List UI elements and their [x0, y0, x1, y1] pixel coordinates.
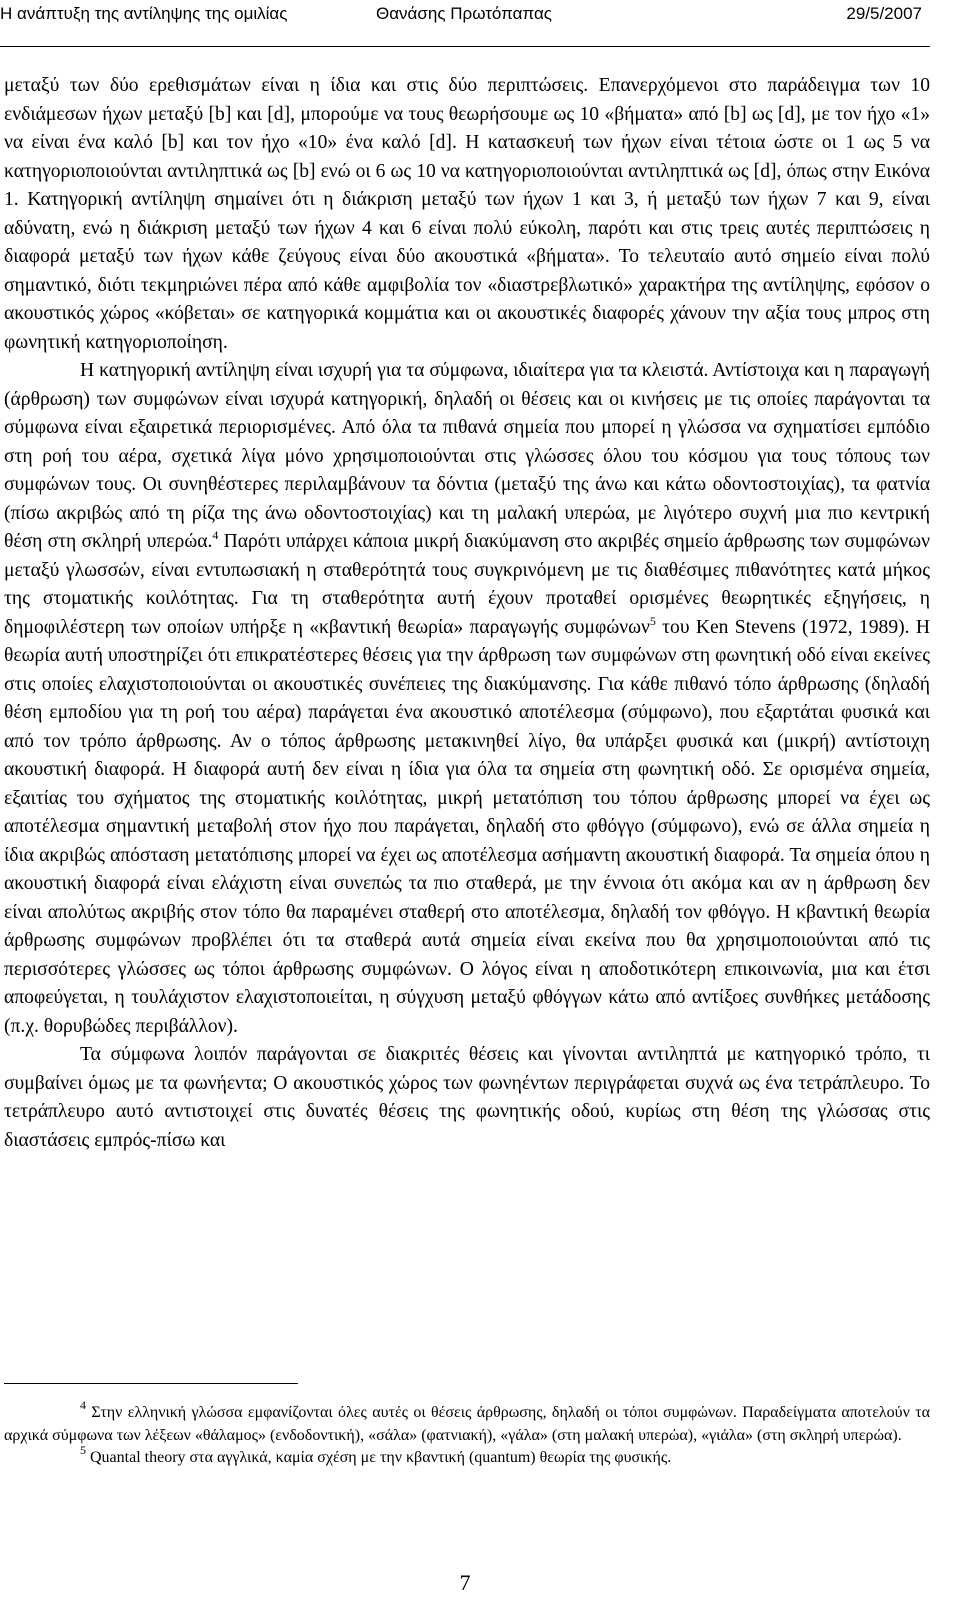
paragraph-3: Τα σύμφωνα λοιπόν παράγονται σε διακριτές θέσεις και γίνονται αντιληπτά με κατηγορικό τρόπο, τι συμβαίνει όμως με τα φωνήεντα; Ο ακουστικός χώρος των φωνηέντων περιγράφεται συχνά ως ένα τετράπλευρο. Το τετράπλευρο αυτό αντιστοιχεί στις δυνατές θέσεις της φωνητικής οδού, κυρίως στη θέση της γλώσσας στις διαστάσεις εμπρός-πίσω και	[4, 1044, 930, 1151]
footnote-separator	[4, 1383, 298, 1384]
paragraph-2-part-c: του Ken Stevens (1972, 1989). Η θεωρία αυτή υποστηρίζει ότι επικρατέστερες θέσεις για την άρθρωση των συμφώνων στη φωνητική οδό είναι εκείνες στις οποίες ελαχιστοποιούνται οι ακουστικές συνέπειες της διακύμανσης. Για κάθε πιθανό τόπο άρθρωσης (δηλαδή θέση εμποδίου για τη ροή του αέρα) παράγεται ένα ακουστικό αποτέλεσμα (σύμφωνο), που εξαρτάται φυσικά και από τον τρόπο άρθρωσης. Αν ο τόπος άρθρωσης μετακινηθεί λίγο, θα υπάρξει φυσικά και (μικρή) αντίστοιχη ακουστική διαφορά. Η διαφορά αυτή δεν είναι η ίδια για όλα τα σημεία στη φωνητική οδό. Σε ορισμένα σημεία, εξαιτίας του σχήματος της στοματικής κοιλότητας, μικρή μετατόπιση του τόπου άρθρωσης μπορεί να έχει ως αποτέλεσμα σημαντική μεταβολή στον ήχο που παράγεται, δηλαδή στο φθόγγο (σύμφωνο), ενώ σε άλλα σημεία η ίδια ακριβώς απόσταση μετατόπισης μπορεί να έχει ως αποτέλεσμα ασήμαντη ακουστική διαφορά. Τα σημεία όπου η ακουστική διαφορά είναι ελάχιστη είναι συνεπώς τα πιο σταθερά, με την έννοια ότι ακόμα και αν η άρθρωση δεν είναι απολύτως ακριβής στον τόπο θα παραμένει σταθερή στο αποτέλεσμα, δηλαδή τον φθόγγο. Η κβαντική θεωρία άρθρωσης συμφώνων προβλέπει ότι τα σταθερά αυτά σημεία είναι εκείνα που θα χρησιμοποιούνται από τις περισσότερες γλώσσες ως τόποι άρθρωσης συμφώνων. Ο λόγος είναι η αποδοτικότερη επικοινωνία, μια και έτσι αποφεύγεται, η τουλάχιστον ελαχιστοποιείται, η σύγχυση μεταξύ φθόγγων κάτω από αντίξοες συνθήκες μετάδοσης (π.χ. θορυβώδες περιβάλλον).	[4, 616, 930, 1037]
paragraph-2-part-a: Η κατηγορική αντίληψη είναι ισχυρή για τα σύμφωνα, ιδιαίτερα για τα κλειστά. Αντίστοιχα και η παραγωγή (άρθρωση) των συμφώνων είναι ισχυρά κατηγορική, δηλαδή οι θέσεις και οι κινήσεις με τις οποίες παράγονται τα σύμφωνα είναι εξαιρετικά περιορισμένες. Από όλα τα πιθανά σημεία που μπορεί η γλώσσα να σχηματίσει εμπόδιο στη ροή του αέρα, σχετικά λίγα μόνο χρησιμοποιούνται στις γλώσσες όλου του κόσμου για τους τόπους των συμφώνων τους. Οι συνηθέστερες περιλαμβάνουν τα δόντια (μεταξύ της άνω και κάτω οδοντοστοιχίας), τα φατνία (πίσω ακριβώς από τη ρίζα της άνω οδοντοστοιχίας) και τη μαλακή υπερώα, με λιγότερο συχνή μια πιο κεντρική θέση στη σκληρή υπερώα.	[4, 360, 930, 552]
page-number: 7	[459, 1570, 471, 1595]
footnote-4	[4, 1398, 930, 1447]
footnotes	[4, 1398, 930, 1470]
footnote-4-text: Στην ελληνική γλώσσα εμφανίζονται όλες αυτές οι θέσεις άρθρωσης, δηλαδή οι τόποι συμφώνων. Παραδείγματα αποτελούν τα αρχικά σύμφωνα των λέξεων «θάλαμος» (ενδοδοντική), «σάλα» (φατνιακή), «γάλα» (στη μαλακή υπερώα), «γιάλα» (στη σκληρή υπερώα).	[4, 1404, 930, 1444]
paragraph-2	[4, 357, 930, 1041]
paragraph-2-part-b: Παρότι υπάρχει κάποια μικρή διακύμανση στο ακριβές σημείο άρθρωσης των συμφώνων μεταξύ γλωσσών, είναι εντυπωσιακή η σταθερότητά τους συγκρινόμενη με τις διαθέσιμες πιθανότητες κατά μήκος της στοματικής κοιλότητας. Για τη σταθερότητα αυτή έχουν προταθεί ορισμένες θεωρητικές εξηγήσεις, η δημοφιλέστερη των οποίων υπήρξε η «κβαντική θεωρία» παραγωγής συμφώνων	[4, 531, 930, 638]
footnote-4-number: 4	[80, 1398, 86, 1412]
header-author: Θανάσης Πρωτόπαπας	[376, 4, 552, 23]
footnote-5-reference[interactable]: 5	[649, 613, 656, 628]
main-text	[4, 72, 930, 1155]
header-title: Η ανάπτυξη της αντίληψης της ομιλίας	[0, 4, 288, 23]
footnote-5	[4, 1443, 930, 1470]
footnote-4-reference[interactable]: 4	[212, 528, 219, 542]
footnote-5-number: 5	[80, 1443, 86, 1457]
running-header	[0, 0, 930, 47]
footnote-5-text: Quantal theory στα αγγλικά, καμία σχέση με την κβαντική (quantum) θεωρία της φυσικής.	[86, 1449, 672, 1466]
paragraph-1: μεταξύ των δύο ερεθισμάτων είναι η ίδια και στις δύο περιπτώσεις. Επανερχόμενοι στο παράδειγμα των 10 ενδιάμεσων ήχων μεταξύ [b] και [d], μπορούμε να τους θεωρήσουμε ως 10 «βήματα» από [b] ως [d], με τον ήχο «1» να είναι ένα καλό [b] και τον ήχο «10» ένα καλό [d]. Η κατασκευή των ήχων είναι τέτοια ώστε οι 1 ως 5 να κατηγοριοποιούνται αντιληπτικά ως [b] ενώ οι 6 ως 10 να κατηγοριοποιούνται αντιληπτικά ως [d], όπως στην Εικόνα 1. Κατηγορική αντίληψη σημαίνει ότι η διάκριση μεταξύ των ήχων 1 και 3, ή μεταξύ των ήχων 7 και 9, είναι αδύνατη, ενώ η διάκριση μεταξύ των ήχων 4 και 6 είναι πολύ εύκολη, παρότι και στις τρεις αυτές περιπτώσεις η διαφορά μεταξύ των ήχων κάθε ζεύγους είναι δύο ακουστικά «βήματα». Το τελευταίο αυτό σημείο είναι πολύ σημαντικό, διότι τεκμηριώνει πέρα από κάθε αμφιβολία τον «διαστρεβλωτικό» χαρακτήρα της αντίληψης, εφόσον ο ακουστικός χώρος «κόβεται» σε κατηγορικά κομμάτια και οι ακουστικές διαφορές χάνουν την αξία τους μπρος στη φωνητική κατηγοριοποίηση.	[4, 75, 930, 353]
header-date: 29/5/2007	[846, 4, 922, 23]
